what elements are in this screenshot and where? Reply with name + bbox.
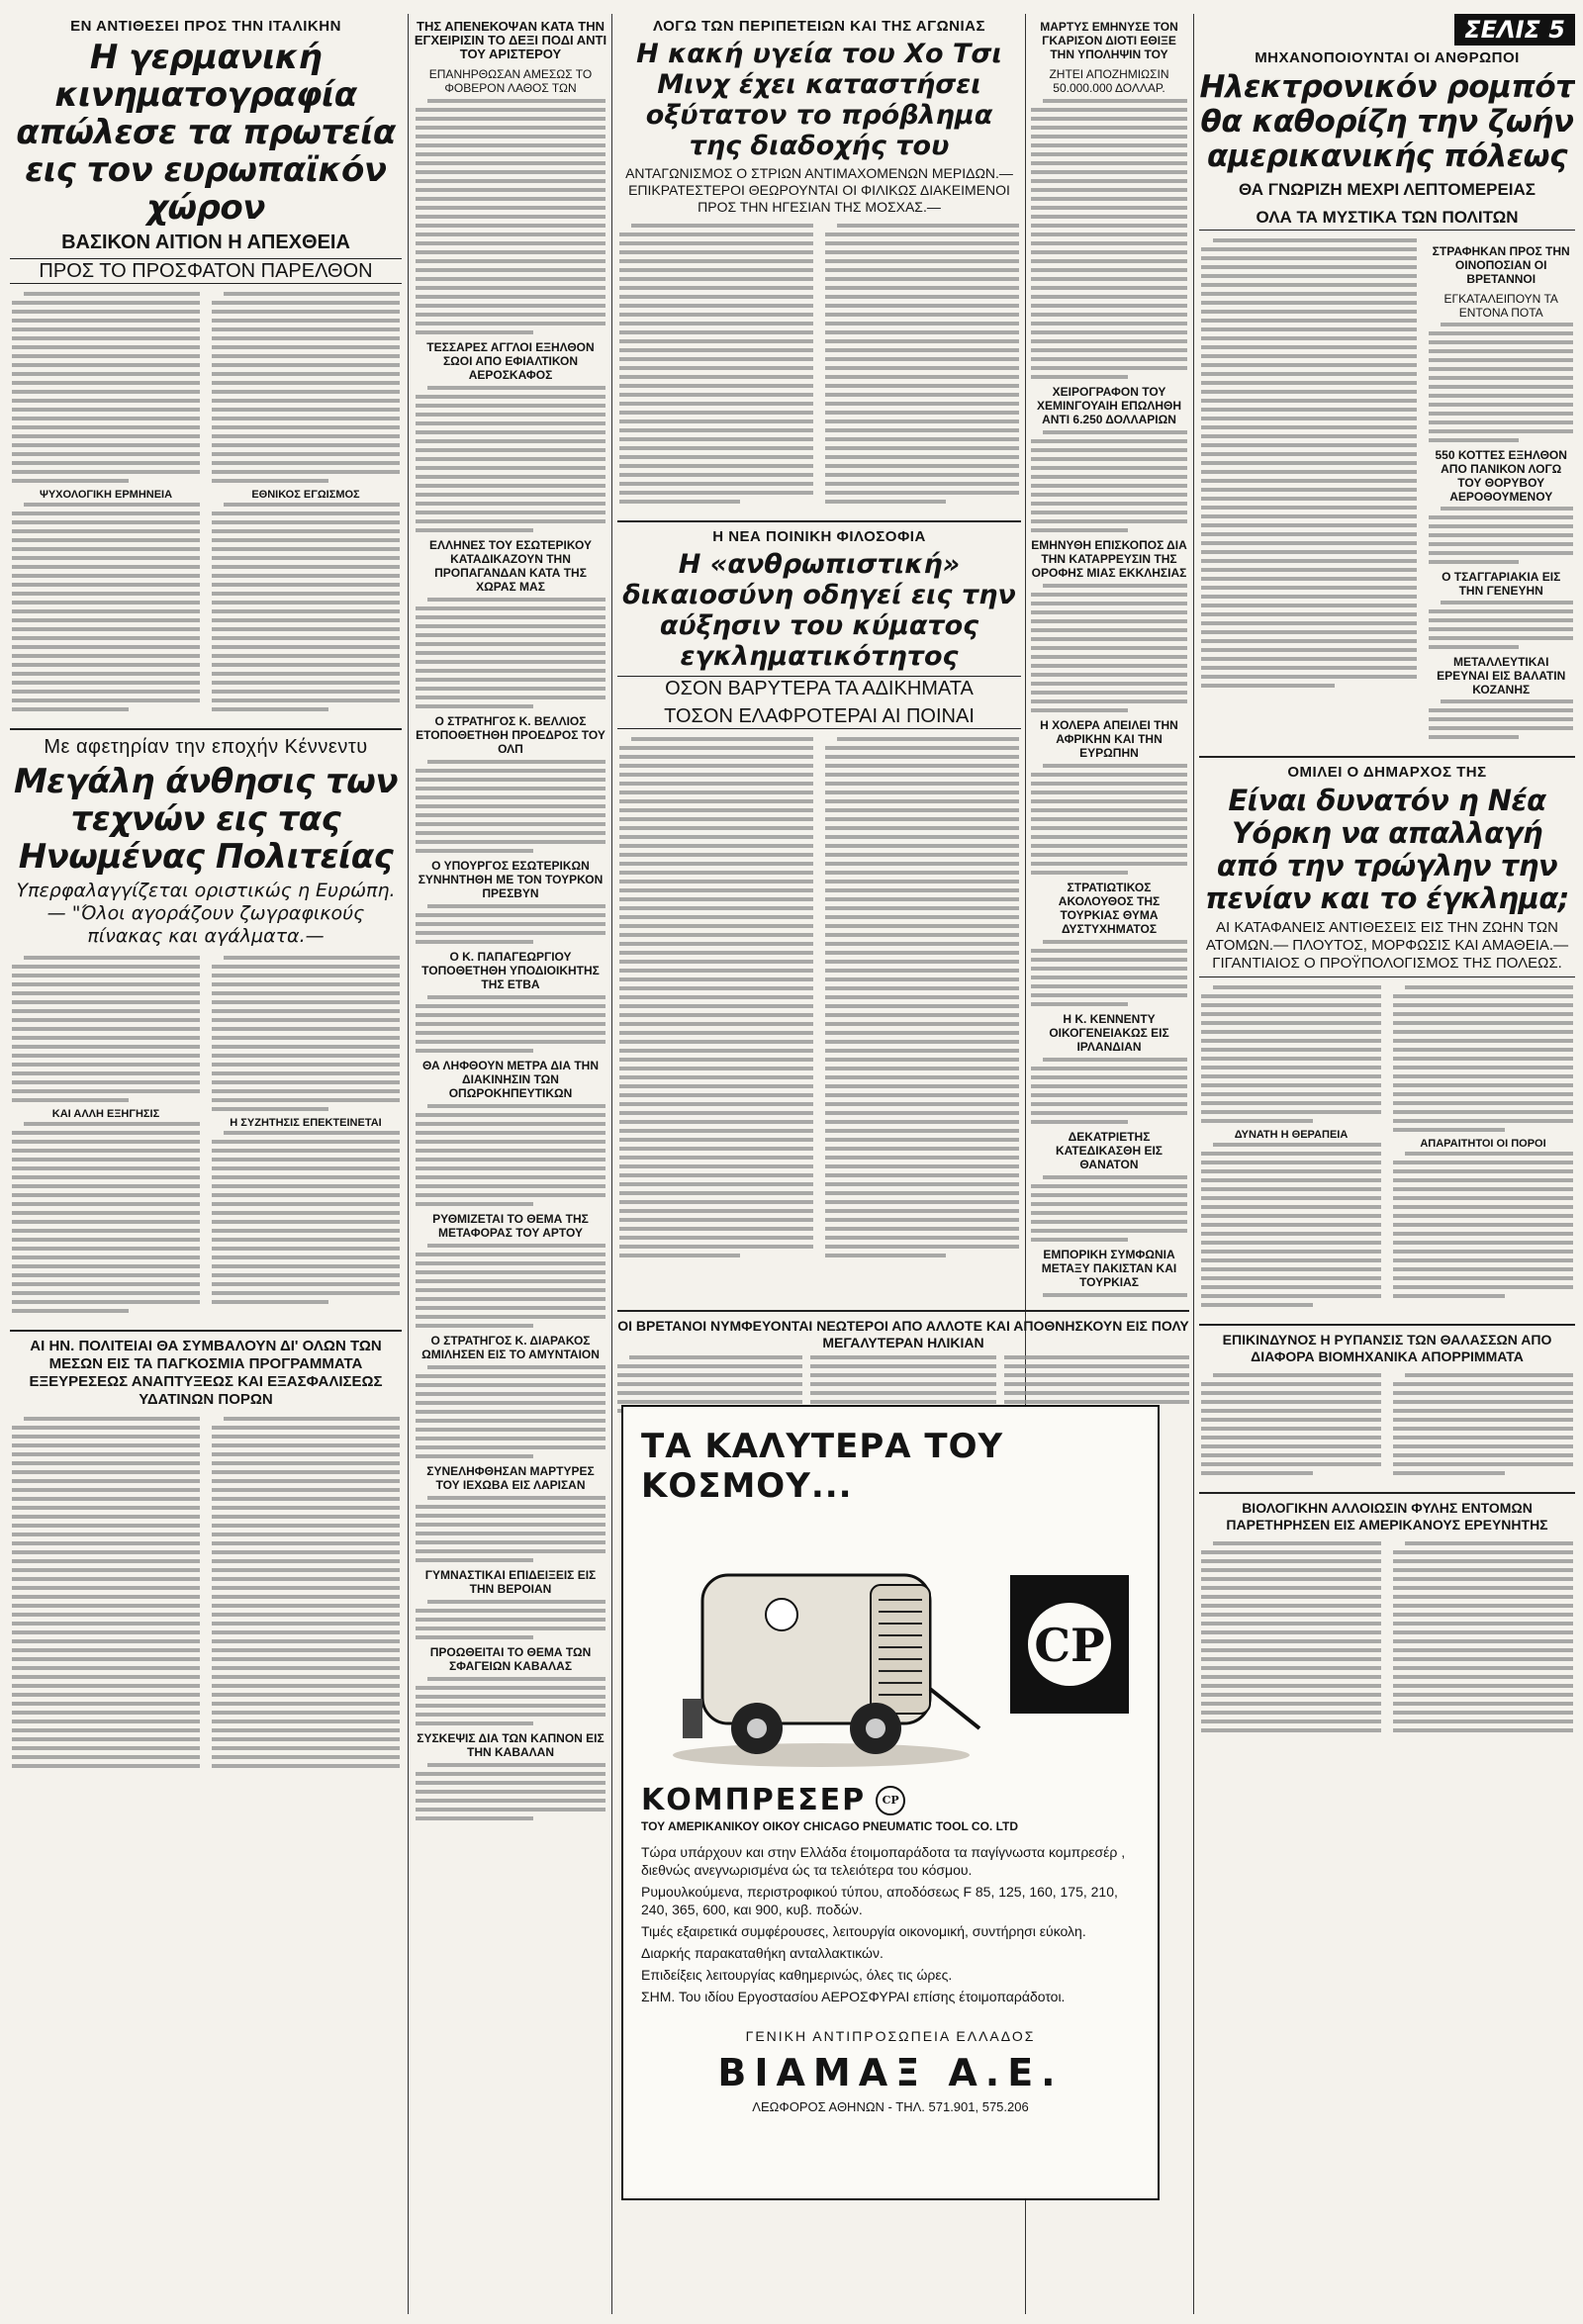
ad-company: ΒΙΑΜΑΞ Α.Ε. bbox=[717, 2051, 1064, 2094]
headline: ΟΙ ΒΡΕΤΑΝΟΙ ΝΥΜΦΕΥΟΝΤΑΙ ΝΕΩΤΕΡΟΙ ΑΠΟ ΑΛΛΟΤΕ ΚΑΙ ΑΠΟΘΝΗΣΚΟΥΝ ΕΙΣ ΠΟΛΥ ΜΕΓΑΛΥΤΕΡΑΝ ΗΛΙΚΙΑΝ bbox=[617, 1318, 1189, 1350]
ad-text-2: Ρυμουλκούμενα, περιστροφικού τύπου, αποδόσεως F 85, 125, 160, 175, 210, 240, 365, 600, και 900, κυβ. ποδών. bbox=[641, 1884, 1118, 1917]
headline: 550 ΚΟΤΤΕΣ ΕΞΗΛΘΟΝ ΑΠΟ ΠΑΝΙΚΟΝ ΛΟΓΩ ΤΟΥ ΘΟΡΥΒΟΥ ΑΕΡΟΘΟΥΜΕΝΟΥ bbox=[1435, 448, 1567, 504]
headline: ΤΗΣ ΑΠΕΝΕΚΟΨΑΝ ΚΑΤΑ ΤΗΝ ΕΓΧΕΙΡΙΣΙΝ ΤΟ ΔΕΞΙ ΠΟΔΙ ΑΝΤΙ ΤΟΥ ΑΡΙΣΤΕΡΟΥ bbox=[414, 19, 607, 61]
article-body bbox=[12, 1417, 200, 1773]
headline: Η ΧΟΛΕΡΑ ΑΠΕΙΛΕΙ ΤΗΝ ΑΦΡΙΚΗΝ ΚΑΙ ΤΗΝ ΕΥΡΩΠΗΝ bbox=[1040, 718, 1178, 760]
article-body bbox=[416, 1365, 605, 1458]
headline: ΜΑΡΤΥΣ ΕΜΗΝΥΣΕ ΤΟΝ ΓΚΑΡΙΣΟΝ ΔΙΟΤΙ ΕΘΙΞΕ ΤΗΝ ΥΠΟΛΗΨΙΝ ΤΟΥ bbox=[1040, 20, 1178, 61]
headline: ΜΕΤΑΛΛΕΥΤΙΚΑΙ ΕΡΕΥΝΑΙ ΕΙΣ ΒΑΛΑΤΙΝ ΚΟΖΑΝΗΣ bbox=[1437, 655, 1566, 697]
kicker: ΕΝ ΑΝΤΙΘΕΣΕΙ ΠΡΟΣ ΤΗΝ ΙΤΑΛΙΚΗΝ bbox=[70, 18, 341, 35]
article-body bbox=[1201, 985, 1381, 1312]
column-divider bbox=[611, 14, 612, 2314]
headline: Ο ΥΠΟΥΡΓΟΣ ΕΣΩΤΕΡΙΚΩΝ ΣΥΝΗΝΤΗΘΗ ΜΕ ΤΟΝ ΤΟΥΡΚΟΝ ΠΡΕΣΒΥΝ bbox=[418, 859, 604, 900]
deck: ΠΡΟΣ ΤΟ ΠΡΟΣΦΑΤΟΝ ΠΑΡΕΛΘΟΝ bbox=[10, 258, 402, 284]
deck: ΤΟΣΟΝ ΕΛΑΦΡΟΤΕΡΑΙ ΑΙ ΠΟΙΝΑΙ bbox=[617, 704, 1021, 729]
column-2 bbox=[414, 14, 607, 2314]
article-body bbox=[212, 956, 400, 1318]
headline: ΔΕΚΑΤΡΙΕΤΗΣ ΚΑΤΕΔΙΚΑΣΘΗ ΕΙΣ ΘΑΝΑΤΟΝ bbox=[1055, 1130, 1164, 1171]
article-body bbox=[619, 737, 813, 1262]
article-body bbox=[1031, 430, 1187, 532]
headline: ΣΥΣΚΕΨΙΣ ΔΙΑ ΤΩΝ ΚΑΠΝΟΝ ΕΙΣ ΤΗΝ ΚΑΒΑΛΑΝ bbox=[417, 1731, 605, 1759]
headline-sea-pollution: ΕΠΙΚΙΝΔΥΝΟΣ Η ΡΥΠΑΝΣΙΣ ΤΩΝ ΘΑΛΑΣΣΩΝ ΑΠΟ ΔΙΑΦΟΡΑ ΒΙΟΜΗΧΑΝΙΚΑ ΑΠΟΡΡΙΜΜΑΤΑ bbox=[1222, 1332, 1552, 1364]
article-body bbox=[1031, 584, 1187, 712]
headline: ΣΥΝΕΛΗΦΘΗΣΑΝ ΜΑΡΤΥΡΕΣ ΤΟΥ ΙΕΧΩΒΑ ΕΙΣ ΛΑΡΙΣΑΝ bbox=[426, 1464, 595, 1492]
kicker: Η ΝΕΑ ΠΟΙΝΙΚΗ ΦΙΛΟΣΟΦΙΑ bbox=[712, 528, 926, 545]
subheading: ΔΥΝΑΤΗ Η ΘΕΡΑΠΕΙΑ bbox=[1234, 1129, 1349, 1141]
article-body bbox=[416, 1244, 605, 1328]
article-body bbox=[416, 1496, 605, 1562]
article-body bbox=[1393, 1373, 1573, 1480]
article-body bbox=[416, 1677, 605, 1725]
kicker: ΜΗΧΑΝΟΠΟΙΟΥΝΤΑΙ ΟΙ ΑΝΘΡΩΠΟΙ bbox=[1255, 49, 1520, 66]
article-british-marriage bbox=[617, 1304, 1189, 1418]
article-body bbox=[1031, 1175, 1187, 1242]
ad-text-6: ΣΗΜ. Του ιδίου Εργοστασίου ΑΕΡΟΣΦΥΡΑΙ επίσης έτοιμοπαράδοτοι. bbox=[641, 1989, 1066, 2004]
headline: ΣΤΡΑΦΗΚΑΝ ΠΡΟΣ ΤΗΝ ΟΙΝΟΠΟΣΙΑΝ ΟΙ ΒΡΕΤΑΝΝΟΙ bbox=[1432, 244, 1570, 286]
article-body bbox=[825, 737, 1019, 1262]
headline-arts-usa: Μεγάλη άνθησις των τεχνών εις τας Ηνωμένας Πολιτείας bbox=[13, 762, 399, 877]
deck: ΑΙ ΚΑΤΑΦΑΝΕΙΣ ΑΝΤΙΘΕΣΕΙΣ ΕΙΣ ΤΗΝ ΖΩΗΝ ΤΩΝ ΑΤΟΜΩΝ.— ΠΛΟΥΤΟΣ, ΜΟΡΦΩΣΙΣ ΚΑΙ ΑΜΑΘΕΙΑ.— ΓΙΓΑΝΤΙΑΙΟΣ Ο ΠΡΟΫΠΟΛΟΓΙΣΜΟΣ ΤΗΣ ΠΟΛΕΩΣ. bbox=[1199, 919, 1575, 977]
headline-ho-chi-minh: Η κακή υγεία του Χο Τσι Μινχ έχει καταστήσει οξύτατον το πρόβλημα της διαδοχής του bbox=[636, 39, 1002, 161]
article-body bbox=[12, 956, 200, 1318]
article-body bbox=[416, 99, 605, 334]
ad-agency: ΓΕΝΙΚΗ ΑΝΤΙΠΡΟΣΩΠΕΙΑ ΕΛΛΑΔΟΣ bbox=[745, 2028, 1036, 2044]
headline-insects: ΒΙΟΛΟΓΙΚΗΝ ΑΛΛΟΙΩΣΙΝ ΦΥΛΗΣ ΕΝΤΟΜΩΝ ΠΑΡΕΤΗΡΗΣΕΝ ΕΙΣ ΑΜΕΡΙΚΑΝΟΥΣ ΕΡΕΥΝΗΤΗΣ bbox=[1226, 1500, 1548, 1533]
cp-logo-icon bbox=[1005, 1570, 1134, 1719]
advertisement-compressor bbox=[621, 1405, 1160, 2200]
headline: ΣΤΡΑΤΙΩΤΙΚΟΣ ΑΚΟΛΟΥΘΟΣ ΤΗΣ ΤΟΥΡΚΙΑΣ ΘΥΜΑ ΔΥΣΤΥΧΗΜΑΤΟΣ bbox=[1058, 881, 1161, 936]
page-number-badge: ΣΕΛΙΣ 5 bbox=[1454, 14, 1575, 46]
subheading: ΕΘΝΙΚΟΣ ΕΓΩΙΣΜΟΣ bbox=[251, 489, 360, 501]
article-body bbox=[416, 386, 605, 532]
headline: ΓΥΜΝΑΣΤΙΚΑΙ ΕΠΙΔΕΙΞΕΙΣ ΕΙΣ ΤΗΝ ΒΕΡΟΙΑΝ bbox=[424, 1568, 597, 1596]
ad-text-3: Τιμές εξαιρετικά συμφέρουσες, λειτουργία οικονομική, συντήρησι εύκολη. bbox=[641, 1923, 1086, 1939]
compressor-illustration bbox=[663, 1516, 989, 1773]
article-body bbox=[212, 1417, 400, 1773]
column-1 bbox=[10, 14, 402, 2314]
svg-text:CP: CP bbox=[1034, 1619, 1105, 1672]
column-4 bbox=[1029, 14, 1189, 1300]
ad-text-4: Διαρκής παρακαταθήκη ανταλλακτικών. bbox=[641, 1945, 884, 1961]
subheading: ΨΥΧΟΛΟΓΙΚΗ ΕΡΜΗΝΕΙΑ bbox=[39, 489, 173, 501]
headline: ΡΥΘΜΙΖΕΤΑΙ ΤΟ ΘΕΜΑ ΤΗΣ ΜΕΤΑΦΟΡΑΣ ΤΟΥ ΑΡΤΟΥ bbox=[432, 1212, 589, 1240]
column-3 bbox=[617, 14, 1021, 1389]
article-body bbox=[1201, 238, 1417, 744]
headline: Ο ΣΤΡΑΤΗΓΟΣ Κ. ΒΕΛΛΙΟΣ ΕΤΟΠΟΘΕΤΗΘΗ ΠΡΟΕΔΡΟΣ ΤΟΥ ΟΛΠ bbox=[416, 714, 605, 756]
kicker: Με αφετηρίαν την εποχήν Κέννεντυ bbox=[44, 736, 368, 758]
article-body bbox=[1031, 1058, 1187, 1124]
article-body bbox=[1393, 985, 1573, 1312]
article-body bbox=[416, 760, 605, 853]
subheading: ΚΑΙ ΑΛΛΗ ΕΞΗΓΗΣΙΣ bbox=[51, 1108, 160, 1120]
article-body bbox=[416, 1104, 605, 1206]
headline: Η Κ. ΚΕΝΝΕΝΤΥ ΟΙΚΟΓΕΝΕΙΑΚΩΣ ΕΙΣ ΙΡΛΑΝΔΙΑΝ bbox=[1049, 1012, 1169, 1054]
article-body bbox=[212, 292, 400, 716]
headline: Ο ΣΤΡΑΤΗΓΟΣ Κ. ΔΙΑΡΑΚΟΣ ΩΜΙΛΗΣΕΝ ΕΙΣ ΤΟ ΑΜΥΝΤΑΙΟΝ bbox=[421, 1334, 600, 1361]
article-body bbox=[416, 1763, 605, 1820]
ad-product: ΚΟΜΠΡΕΣΕΡ bbox=[641, 1783, 867, 1817]
headline-robot: Ηλεκτρονικόν ρομπότ θα καθορίζη την ζωήν αμερικανικής πόλεως bbox=[1199, 69, 1575, 174]
headline: ΕΜΠΟΡΙΚΗ ΣΥΜΦΩΝΙΑ ΜΕΤΑΞΥ ΠΑΚΙΣΤΑΝ ΚΑΙ ΤΟΥΡΚΙΑΣ bbox=[1041, 1248, 1177, 1289]
headline: Ο Κ. ΠΑΠΑΓΕΩΡΓΙΟΥ ΤΟΠΟΘΕΤΗΘΗ ΥΠΟΔΙΟΙΚΗΤΗΣ ΤΗΣ ΕΤΒΑ bbox=[421, 950, 600, 991]
headline-sub: ΕΓΚΑΤΑΛΕΙΠΟΥΝ ΤΑ ΕΝΤΟΝΑ ΠΟΤΑ bbox=[1443, 292, 1558, 320]
headline: ΧΕΙΡΟΓΡΑΦΟΝ ΤΟΥ ΧΕΜΙΝΓΟΥΑΙΗ ΕΠΩΛΗΘΗ ΑΝΤΙ 6.250 ΔΟΛΛΑΡΙΩΝ bbox=[1036, 385, 1182, 426]
article-body bbox=[1201, 1541, 1381, 1737]
headline-water-resources: ΑΙ ΗΝ. ΠΟΛΙΤΕΙΑΙ ΘΑ ΣΥΜΒΑΛΟΥΝ ΔΙ' ΟΛΩΝ ΤΩΝ ΜΕΣΩΝ ΕΙΣ ΤΑ ΠΑΓΚΟΣΜΙΑ ΠΡΟΓΡΑΜΜΑΤΑ ΕΞΕΥΡΕΣΕΩΣ ΑΝΑΠΤΥΞΕΩΣ ΚΑΙ ΕΞΑΣΦΑΛΙΣΕΩΣ ΥΔΑΤΙΝΩΝ ΠΟΡΩΝ bbox=[29, 1338, 383, 1408]
kicker: ΟΜΙΛΕΙ Ο ΔΗΜΑΡΧΟΣ ΤΗΣ bbox=[1287, 764, 1487, 781]
article-body bbox=[825, 224, 1019, 509]
deck: Υπερφαλαγγίζεται οριστικώς η Ευρώπη.— "Όλοι αγοράζουν ζωγραφικούς πίνακας και αγάλματα.— bbox=[16, 880, 396, 947]
article-body bbox=[416, 995, 605, 1053]
ad-text-1: Τώρα υπάρχουν και στην Ελλάδα έτοιμοπαράδοτα τα παγίγνωστα κομπρεσέρ , διεθνώς ανεγνωρισμένα ώς τα τελειότερα του κόσμου. bbox=[641, 1844, 1126, 1878]
sidebar-briefs bbox=[1429, 238, 1573, 744]
article-body bbox=[416, 1600, 605, 1639]
deck: ΟΛΑ ΤΑ ΜΥΣΤΙΚΑ ΤΩΝ ΠΟΛΙΤΩΝ bbox=[1199, 206, 1575, 231]
ad-text-5: Επιδείξεις λειτουργίας καθημερινώς, όλες τις ώρες. bbox=[641, 1967, 953, 1983]
headline-justice: Η «ανθρωπιστική» δικαιοσύνη οδηγεί εις την αύξησιν του κύματος εγκληματικότητος bbox=[622, 549, 1016, 672]
cp-small-logo-icon: CP bbox=[876, 1786, 905, 1815]
subheading: ΑΠΑΡΑΙΤΗΤΟΙ ΟΙ ΠΟΡΟΙ bbox=[1420, 1138, 1546, 1150]
article-body bbox=[1031, 1293, 1187, 1300]
headline: ΤΕΣΣΑΡΕΣ ΑΓΓΛΟΙ ΕΞΗΛΘΟΝ ΣΩΟΙ ΑΠΟ ΕΦΙΑΛΤΙΚΟΝ ΑΕΡΟΣΚΑΦΟΣ bbox=[426, 340, 595, 382]
subheading: Η ΣΥΖΗΤΗΣΙΣ ΕΠΕΚΤΕΙΝΕΤΑΙ bbox=[230, 1117, 382, 1129]
article-body bbox=[619, 224, 813, 509]
ad-title: ΤΑ ΚΑΛΥΤΕΡΑ ΤΟΥ ΚΟΣΜΟΥ... bbox=[641, 1427, 1004, 1506]
headline: ΠΡΟΩΘΕΙΤΑΙ ΤΟ ΘΕΜΑ ΤΩΝ ΣΦΑΓΕΙΩΝ ΚΑΒΑΛΑΣ bbox=[429, 1645, 592, 1673]
headline-sub: ΕΠΑΝΗΡΘΩΣΑΝ ΑΜΕΣΩΣ ΤΟ ΦΟΒΕΡΟΝ ΛΑΘΟΣ ΤΩΝ bbox=[428, 67, 593, 95]
article-body bbox=[416, 598, 605, 708]
article-body bbox=[12, 292, 200, 716]
column-divider bbox=[1193, 14, 1194, 2314]
deck: ΑΝΤΑΓΩΝΙΣΜΟΣ Ο ΣΤΡΙΩΝ ΑΝΤΙΜΑΧΟΜΕΝΩΝ ΜΕΡΙΔΩΝ.— ΕΠΙΚΡΑΤΕΣΤΕΡΟΙ ΘΕΩΡΟΥΝΤΑΙ ΟΙ ΦΙΛΙΚΩΣ ΔΙΑΚΕΙΜΕΝΟΙ ΠΡΟΣ ΤΗΝ ΗΓΕΣΙΑΝ ΤΗΣ ΜΟΣΧΑΣ.— bbox=[625, 165, 1013, 215]
deck: ΟΣΟΝ ΒΑΡΥΤΕΡΑ ΤΑ ΑΔΙΚΗΜΑΤΑ bbox=[617, 676, 1021, 700]
article-body bbox=[416, 904, 605, 944]
headline: Ο ΤΣΑΓΓΑΡΙΑΚΙΑ ΕΙΣ ΤΗΝ ΓΕΝΕΥΗΝ bbox=[1442, 570, 1561, 598]
article-body bbox=[1031, 764, 1187, 875]
ad-maker: ΤΟΥ ΑΜΕΡΙΚΑΝΙΚΟΥ ΟΙΚΟΥ CHICAGO PNEUMATIC TOOL CO. LTD bbox=[641, 1819, 1019, 1833]
article-body bbox=[1201, 1373, 1381, 1480]
headline: ΘΑ ΛΗΦΘΟΥΝ ΜΕΤΡΑ ΔΙΑ ΤΗΝ ΔΙΑΚΙΝΗΣΙΝ ΤΩΝ ΟΠΩΡΟΚΗΠΕΥΤΙΚΩΝ bbox=[421, 1059, 600, 1100]
deck: ΒΑΣΙΚΟΝ ΑΙΤΙΟΝ Η ΑΠΕΧΘΕΙΑ bbox=[61, 232, 350, 253]
article-body bbox=[1031, 99, 1187, 379]
deck: ΘΑ ΓΝΩΡΙΖΗ ΜΕΧΡΙ ΛΕΠΤΟΜΕΡΕΙΑΣ bbox=[1239, 180, 1536, 199]
headline: ΕΜΗΝΥΘΗ ΕΠΙΣΚΟΠΟΣ ΔΙΑ ΤΗΝ ΚΑΤΑΡΡΕΥΣΙΝ ΤΗΣ ΟΡΟΦΗΣ ΜΙΑΣ ΕΚΚΛΗΣΙΑΣ bbox=[1031, 538, 1187, 580]
headline: ΕΛΛΗΝΕΣ ΤΟΥ ΕΣΩΤΕΡΙΚΟΥ ΚΑΤΑΔΙΚΑΖΟΥΝ ΤΗΝ ΠΡΟΠΑΓΑΝΔΑΝ ΚΑΤΑ ΤΗΣ ΧΩΡΑΣ ΜΑΣ bbox=[429, 538, 592, 594]
headline-sub: ΖΗΤΕΙ ΑΠΟΖΗΜΙΩΣΙΝ 50.000.000 ΔΟΛΛΑΡ. bbox=[1049, 67, 1169, 95]
column-divider bbox=[408, 14, 409, 2314]
article-body bbox=[1031, 940, 1187, 1006]
article-body bbox=[1393, 1541, 1573, 1737]
ad-address: ΛΕΩΦΟΡΟΣ ΑΘΗΝΩΝ - ΤΗΛ. 571.901, 575.206 bbox=[752, 2099, 1029, 2114]
headline-german-cinema: Η γερμανική κινηματογραφία απώλεσε τα πρωτεία εις τον ευρωπαϊκόν χώρον bbox=[16, 38, 396, 228]
column-5 bbox=[1199, 14, 1575, 2314]
kicker: ΛΟΓΩ ΤΩΝ ΠΕΡΙΠΕΤΕΙΩΝ ΚΑΙ ΤΗΣ ΑΓΩΝΙΑΣ bbox=[653, 18, 985, 35]
headline-new-york: Είναι δυνατόν η Νέα Υόρκη να απαλλαγή από την τρώγλην την πενίαν και το έγκλημα; bbox=[1205, 784, 1569, 915]
